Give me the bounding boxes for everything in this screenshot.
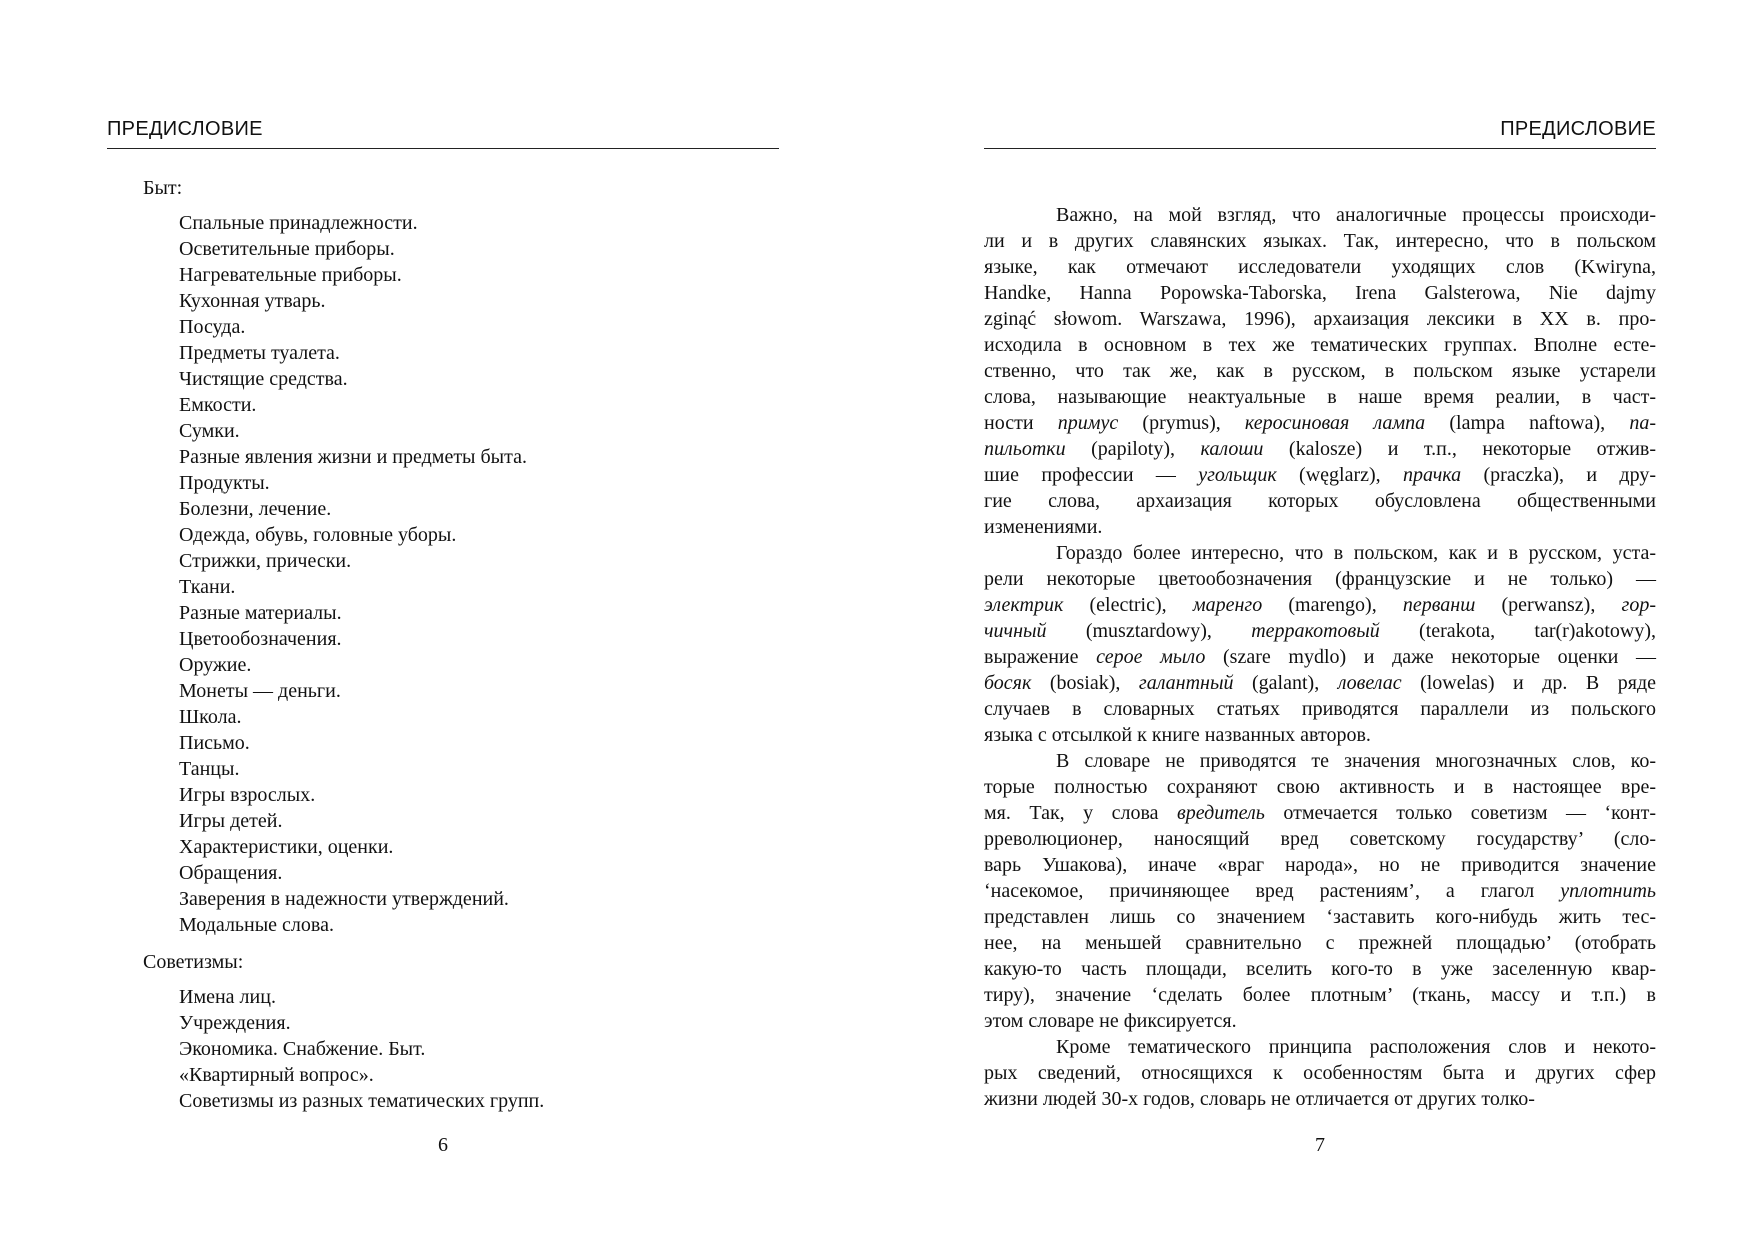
running-head-right: ПРЕДИСЛОВИЕ [984,117,1656,149]
text-run: ственно, что так же, как в русском, в польском языке устарели [984,360,1656,382]
text-line [984,280,1656,306]
text-line [984,488,1656,514]
topic-item: Нагревательные приборы. [179,264,402,286]
text-run: (marengo), [1262,594,1403,616]
italic-term: вредитель [1177,802,1265,824]
text-line [984,540,1656,566]
topic-item: Одежда, обувь, головные уборы. [179,524,457,546]
text-run: (galant), [1233,672,1338,694]
italic-term: примус [1057,412,1119,434]
topic-item: Ткани. [179,576,236,598]
text-line [984,358,1656,384]
text-run: ‘насекомое, причиняющее вред растениям’, а глагол [984,880,1561,902]
italic-term: пильотки [984,438,1066,460]
italic-term: босяк [984,672,1032,694]
text-run: языке, как отмечают исследователи уходящих слов (Kwiryna, [984,256,1656,278]
topic-item: Характеристики, оценки. [179,836,394,858]
text-line [984,722,1656,748]
text-run: какую-то часть площади, вселить кого-то в уже заселенную квар- [984,958,1656,980]
text-line [984,982,1656,1008]
text-run: шие профессии — [984,464,1199,486]
text-line [984,696,1656,722]
body-paragraph [984,540,1656,748]
topic-item: Модальные слова. [179,914,334,936]
text-run: ли и в других славянских языках. Так, интересно, что в польском [984,230,1656,252]
italic-term: прачка [1403,464,1462,486]
italic-term: галантный [1138,672,1234,694]
running-head-left: ПРЕДИСЛОВИЕ [107,117,779,149]
topic-item: Разные явления жизни и предметы быта. [179,446,527,468]
text-line [984,254,1656,280]
topic-item: Школа. [179,706,242,728]
topic-item: Танцы. [179,758,240,780]
topic-item: Спальные принадлежности. [179,212,418,234]
topic-item: Игры взрослых. [179,784,316,806]
text-run: (prymus), [1118,412,1245,434]
text-run: ности [984,412,1058,434]
text-run: Кроме тематического принципа расположения слов и некото- [1056,1036,1656,1058]
text-run: (praczka), и дру- [1461,464,1656,486]
text-line [984,878,1656,904]
text-line [984,592,1656,618]
text-run: (bosiak), [1031,672,1139,694]
text-run: жизни людей 30-х годов, словарь не отличается от других толко- [984,1088,1535,1110]
text-run: Гораздо более интересно, что в польском, как и в русском, уста- [1056,542,1656,564]
text-line [984,514,1656,540]
text-run: выражение [984,646,1097,668]
text-run: (lowelas) и др. В ряде [1401,672,1656,694]
topic-list [107,210,779,938]
topic-item: Предметы туалета. [179,342,340,364]
text-run: (lampa naftowa), [1425,412,1630,434]
topic-item: Сумки. [179,420,240,442]
text-line [984,228,1656,254]
text-run: zginąć słowom. Warszawa, 1996), архаизация лексики в XX в. про- [984,308,1656,330]
italic-term: чичный [984,620,1047,642]
text-run: отмечается только советизм — ‘конт- [1264,802,1656,824]
text-run: представлен лишь со значением ‘заставить кого-нибудь жить тес- [984,906,1656,928]
italic-term: электрик [984,594,1064,616]
text-run: гие слова, архаизация которых обусловлена общественными [984,490,1656,512]
text-line [984,774,1656,800]
italic-term: серое мыло [1096,646,1206,668]
text-run: Важно, на мой взгляд, что аналогичные процессы происходи- [1056,204,1656,226]
topic-item: Учреждения. [179,1012,291,1034]
text-run: мя. Так, у слова [984,802,1178,824]
italic-term: перванш [1402,594,1476,616]
text-line [984,904,1656,930]
italic-term: гор- [1621,594,1656,616]
topic-list [107,984,779,1114]
text-run: случаев в словарных статьях приводятся параллели из польского [984,698,1656,720]
section-title: Быт: [143,177,183,199]
text-line [984,436,1656,462]
text-run: (kalosze) и т.п., некоторые отжив- [1263,438,1656,460]
topic-item: Продукты. [179,472,270,494]
text-run: В словаре не приводятся те значения многозначных слов, ко- [1056,750,1656,772]
italic-term: маренго [1192,594,1263,616]
italic-term: калоши [1200,438,1264,460]
page-number-left: 6 [438,1134,448,1156]
text-line [984,1086,1656,1112]
text-line [984,956,1656,982]
text-run: торые полностью сохраняют свою активность и в настоящее вре- [984,776,1656,798]
text-line [984,202,1656,228]
text-line [984,1008,1656,1034]
topic-item: Игры детей. [179,810,283,832]
right-page [984,0,1656,1241]
body-paragraph [984,1034,1656,1112]
text-run: изменениями. [984,516,1103,538]
topic-item: Экономика. Снабжение. Быт. [179,1038,426,1060]
topic-item: Письмо. [179,732,250,754]
text-run: (węglarz), [1276,464,1404,486]
italic-term: па- [1629,412,1656,434]
text-line [984,332,1656,358]
text-run: рели некоторые цветообозначения (французские и не только) — [984,568,1656,590]
topic-item: Разные материалы. [179,602,342,624]
topic-item: Кухонная утварь. [179,290,326,312]
text-line [984,748,1656,774]
text-line [984,410,1656,436]
topic-item: Емкости. [179,394,257,416]
topic-item: Посуда. [179,316,246,338]
text-line [984,644,1656,670]
text-line [984,306,1656,332]
text-line [984,462,1656,488]
left-page [107,0,779,1241]
text-run: слова, называющие неактуальные в наше время реалии, в част- [984,386,1656,408]
topic-item: Чистящие средства. [179,368,348,390]
text-line [984,618,1656,644]
topic-item: Осветительные приборы. [179,238,395,260]
topic-item: Монеты — деньги. [179,680,341,702]
topic-item: Болезни, лечение. [179,498,332,520]
topic-item: «Квартирный вопрос». [179,1064,374,1086]
text-run: (terakota, tar(r)akotowy), [1379,620,1656,642]
left-page-content [107,175,779,1114]
topic-item: Оружие. [179,654,252,676]
section-title: Советизмы: [143,951,244,973]
text-run: языка с отсылкой к книге названных авторов. [984,724,1371,746]
text-line [984,826,1656,852]
text-line [984,930,1656,956]
italic-term: керосиновая лампа [1244,412,1426,434]
text-run: (electric), [1063,594,1193,616]
topic-item: Имена лиц. [179,986,276,1008]
text-line [984,384,1656,410]
text-line [984,852,1656,878]
italic-term: ловелас [1337,672,1402,694]
text-run: варь Ушакова), иначе «враг народа», но не приводится значение [984,854,1656,876]
text-line [984,1060,1656,1086]
italic-term: уплотнить [1560,880,1656,902]
right-page-body [984,202,1656,1112]
text-run: тиру), значение ‘сделать более плотным’ (ткань, массу и т.п.) в [984,984,1656,1006]
text-run: исходила в основном в тех же тематических группах. Вполне есте- [984,334,1656,356]
topic-item: Обращения. [179,862,283,884]
text-run: рреволюционер, наносящий вред советскому государству’ (сло- [984,828,1656,850]
text-run: (szare mydlo) и даже некоторые оценки — [1205,646,1656,668]
body-paragraph [984,748,1656,1034]
text-line [984,566,1656,592]
text-run: этом словаре не фиксируется. [984,1010,1237,1032]
text-run: рых сведений, относящихся к особенностям быта и других сфер [984,1062,1656,1084]
text-run: (papiloty), [1065,438,1201,460]
text-run: (musztardowy), [1046,620,1252,642]
text-line [984,670,1656,696]
text-line [984,800,1656,826]
italic-term: угольщик [1198,464,1277,486]
body-paragraph [984,202,1656,540]
text-run: Handke, Hanna Popowska-Taborska, Irena Galsterowa, Nie dajmy [984,282,1656,304]
topic-item: Стрижки, прически. [179,550,352,572]
topic-item: Цветообозначения. [179,628,342,650]
text-line [984,1034,1656,1060]
text-run: нее, на меньшей сравнительно с прежней площадью’ (отобрать [984,932,1656,954]
topic-item: Советизмы из разных тематических групп. [179,1090,545,1112]
topic-item: Заверения в надежности утверждений. [179,888,509,910]
text-run: (perwansz), [1475,594,1622,616]
page-number-right: 7 [1315,1134,1325,1156]
italic-term: терракотовый [1251,620,1380,642]
